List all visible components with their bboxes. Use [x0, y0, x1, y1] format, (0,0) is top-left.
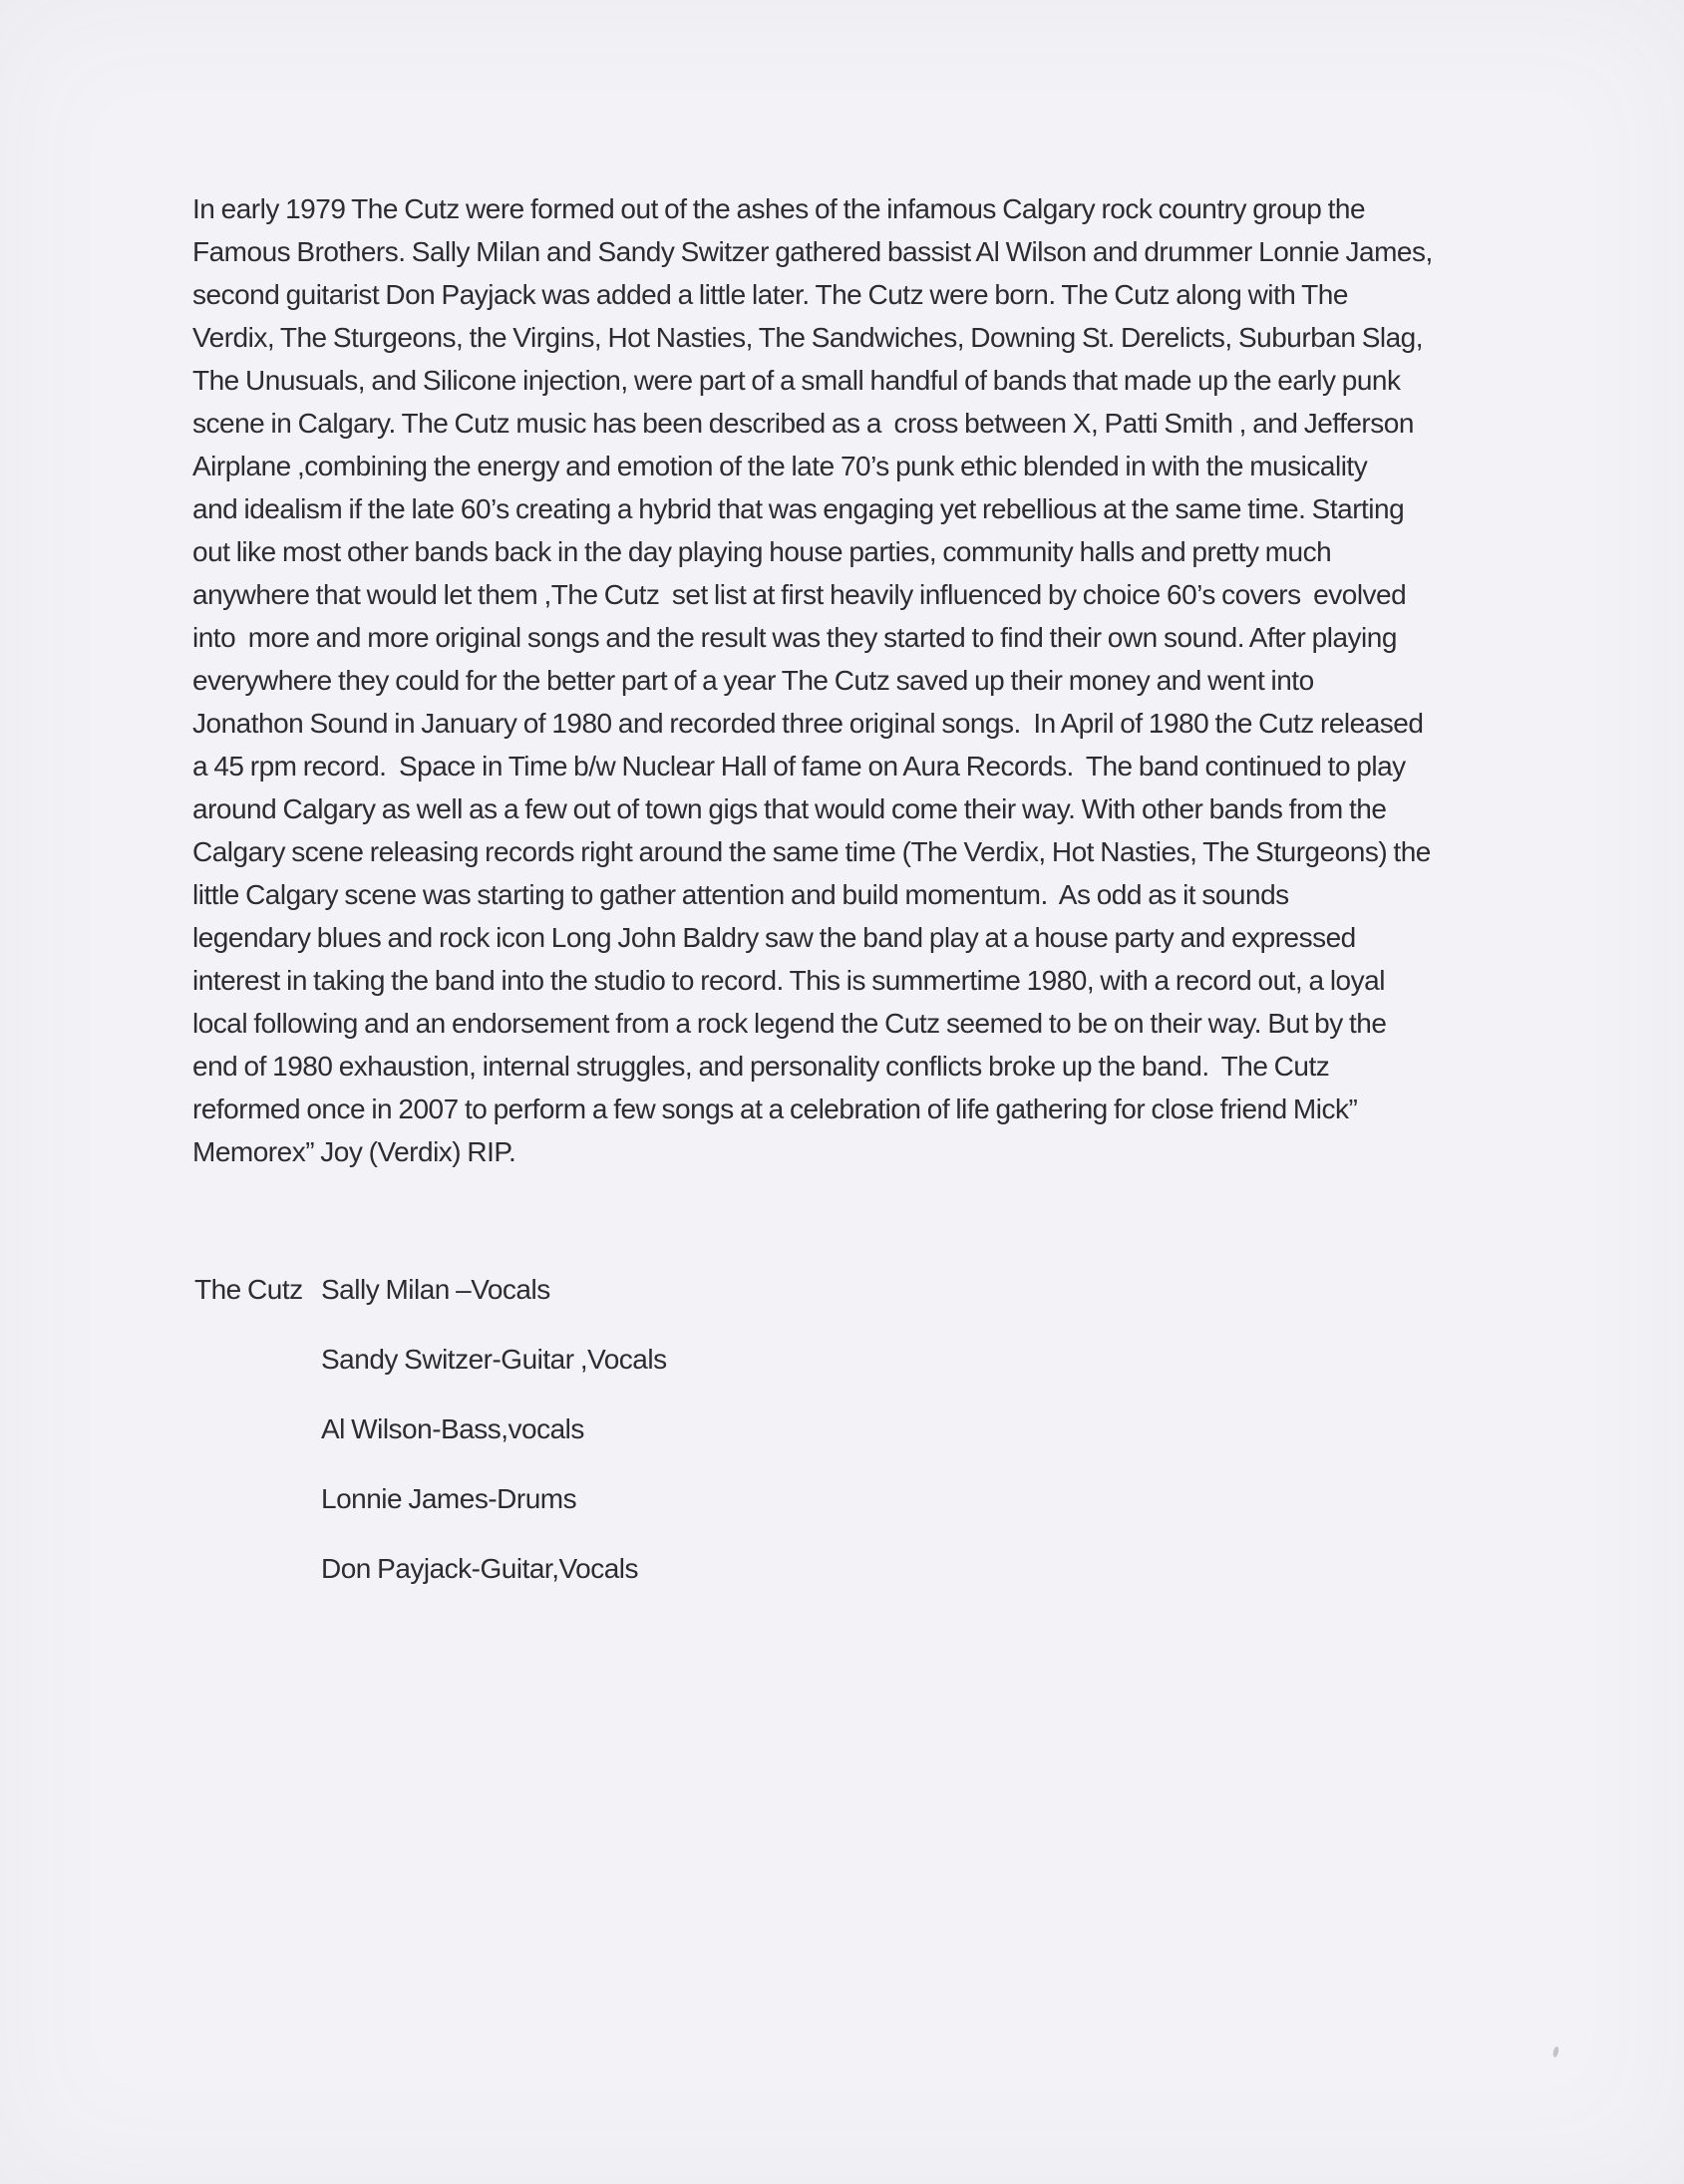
- paragraph-line: Verdix, The Sturgeons, the Virgins, Hot Nasties, The Sandwiches, Downing St. Derelicts, Suburban Slag,: [192, 322, 1424, 353]
- scan-artifact-speck: [1552, 2046, 1560, 2058]
- paragraph-line: and idealism if the late 60’s creating a hybrid that was engaging yet rebellious at the same time. Starting: [192, 493, 1405, 524]
- paragraph-line: around Calgary as well as a few out of town gigs that would come their way. With other bands from the: [192, 793, 1387, 824]
- paragraph-line: little Calgary scene was starting to gather attention and build momentum. As odd as it sounds: [192, 879, 1289, 910]
- band-member-line: Sandy Switzer-Guitar ,Vocals: [321, 1344, 667, 1375]
- paragraph-line: legendary blues and rock icon Long John Baldry saw the band play at a house party and expressed: [192, 922, 1356, 953]
- paragraph-line: a 45 rpm record. Space in Time b/w Nuclear Hall of fame on Aura Records. The band continued to play: [192, 751, 1406, 781]
- paragraph-line: scene in Calgary. The Cutz music has been described as a cross between X, Patti Smith , and Jefferson: [192, 408, 1414, 439]
- paragraph-line: Calgary scene releasing records right around the same time (The Verdix, Hot Nasties, The Sturgeons) the: [192, 836, 1431, 867]
- paragraph-line: anywhere that would let them ,The Cutz set list at first heavily influenced by choice 60’s covers evolved: [192, 579, 1407, 610]
- paragraph-line: Airplane ,combining the energy and emotion of the late 70’s punk ethic blended in with the musicality: [192, 451, 1368, 481]
- band-members-list: [321, 1268, 667, 1590]
- band-name-label: The Cutz: [194, 1274, 303, 1305]
- band-member-line: Lonnie James-Drums: [321, 1483, 577, 1514]
- paragraph-line: reformed once in 2007 to perform a few songs at a celebration of life gathering for close friend Mick”: [192, 1093, 1358, 1124]
- paragraph-line: In early 1979 The Cutz were formed out of the ashes of the infamous Calgary rock country group the: [192, 193, 1366, 224]
- band-member-line: Al Wilson-Bass,vocals: [321, 1413, 584, 1444]
- paragraph-line: everywhere they could for the better part of a year The Cutz saved up their money and went into: [192, 665, 1314, 696]
- band-member-line: Sally Milan –Vocals: [321, 1274, 550, 1305]
- band-member-line: Don Payjack-Guitar,Vocals: [321, 1553, 638, 1584]
- band-lineup-section: [194, 1268, 667, 1617]
- paragraph-line: Jonathon Sound in January of 1980 and recorded three original songs. In April of 1980 the Cutz released: [192, 708, 1424, 739]
- band-history-paragraph: [192, 187, 1433, 1173]
- paragraph-line: end of 1980 exhaustion, internal struggles, and personality conflicts broke up the band. The Cutz: [192, 1051, 1330, 1082]
- paragraph-line: into more and more original songs and the result was they started to find their own sound. After playing: [192, 622, 1397, 653]
- paragraph-line: interest in taking the band into the studio to record. This is summertime 1980, with a record out, a loyal: [192, 965, 1385, 996]
- paragraph-line: local following and an endorsement from a rock legend the Cutz seemed to be on their way. But by the: [192, 1008, 1387, 1039]
- paragraph-line: Memorex” Joy (Verdix) RIP.: [192, 1136, 516, 1167]
- paragraph-line: The Unusuals, and Silicone injection, were part of a small handful of bands that made up the early punk: [192, 365, 1401, 396]
- paragraph-line: Famous Brothers. Sally Milan and Sandy Switzer gathered bassist Al Wilson and drummer Lonnie James,: [192, 236, 1433, 267]
- paragraph-line: second guitarist Don Payjack was added a little later. The Cutz were born. The Cutz along with The: [192, 279, 1348, 310]
- paragraph-line: out like most other bands back in the day playing house parties, community halls and pretty much: [192, 536, 1332, 567]
